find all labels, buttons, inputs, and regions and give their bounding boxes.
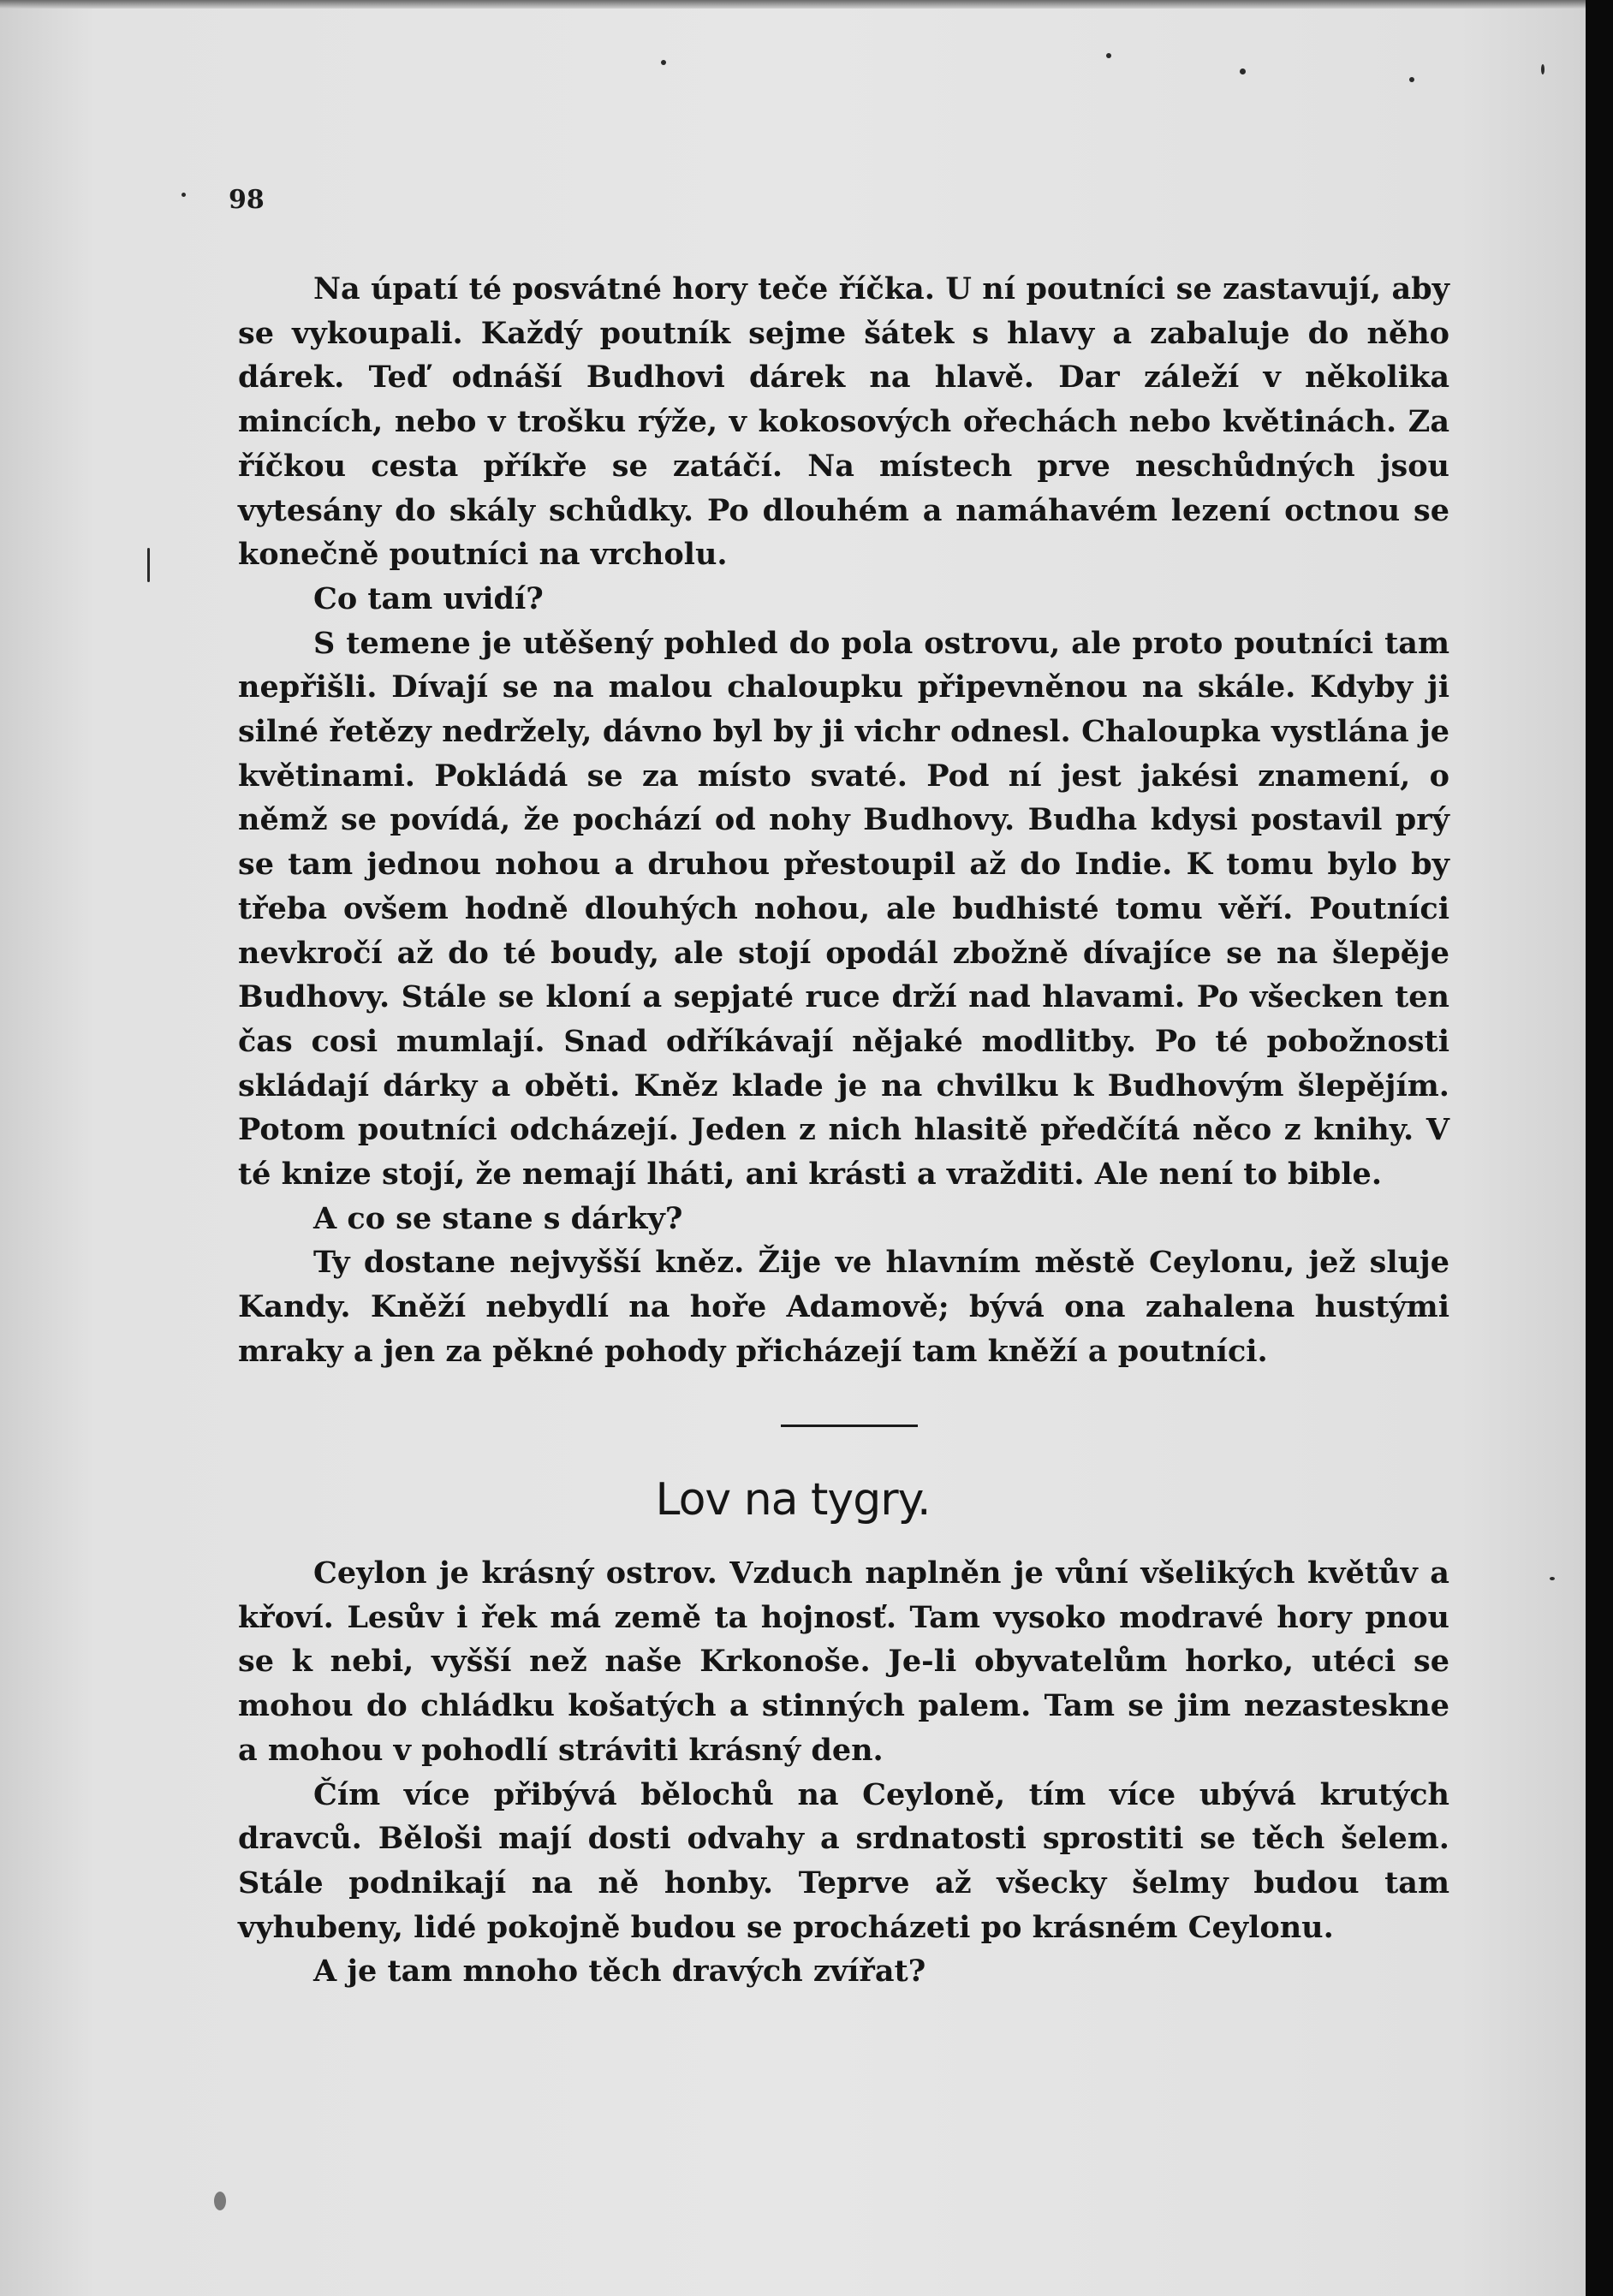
section-title: Lov na tygry. — [655, 1474, 931, 1526]
scan-speck — [1240, 68, 1246, 74]
scan-speck — [661, 60, 666, 65]
paragraph: A co se stane s dárky? — [313, 1200, 683, 1236]
paragraph: A je tam mnoho těch dravých zvířat? — [313, 1954, 926, 1990]
section-divider — [781, 1425, 918, 1427]
scan-dark-edge — [1586, 0, 1613, 2296]
paragraph: Ty dostane nejvyšší kněz. Žije ve hlavním městě Ceylonu, jež sluje Kandy. Kněží nebydlí na hoře Adamově; bývá ona zahalena hustými mraky a jen za pěkné pohody přicházejí tam kněží a poutníci. — [238, 1245, 1449, 1369]
scan-speck — [182, 193, 186, 197]
scan-speck — [1550, 1577, 1555, 1580]
scan-speck — [1106, 53, 1111, 58]
scan-speck — [147, 548, 150, 582]
paragraph: Čím více přibývá bělochů na Ceyloně, tím více ubývá krutých dravců. Běloši mají dosti odvahy a srdnatosti sprostiti se těch šelem. Stále podnikají na ně honby. Teprve až všecky šelmy budou tam vyhubeny, lidé pokojně budou se procházeti po krásném Ceylonu. — [238, 1776, 1449, 1945]
scan-speck — [1409, 77, 1414, 82]
scan-top-edge — [0, 0, 1586, 9]
section-2-body — [238, 1551, 1449, 1994]
scan-speck — [214, 2192, 226, 2210]
paragraph: Ceylon je krásný ostrov. Vzduch naplněn je vůní všelikých květův a křoví. Lesův i řek má země ta hojnosť. Tam vysoko modravé hory pnou se k nebi, vyšší než naše Krkonoše. Je-li obyvatelům horko, utéci se mohou do chládku košatých a stinných palem. Tam se jim nezasteskne a mohou v pohodlí stráviti krásný den. — [238, 1555, 1449, 1768]
scan-speck — [1541, 64, 1545, 74]
section-1-body — [238, 267, 1449, 1374]
paragraph: S temene je utěšený pohled do pola ostrovu, ale proto poutníci tam nepřišli. Dívají se na malou chaloupku připevněnou na skále. Kdyby ji silné řetězy nedržely, dávno byl by ji vichr odnesl. Chaloupka vystlána je květinami. Pokládá se za místo svaté. Pod ní jest jakési znamení, o němž se povídá, že pochází od nohy Budhovy. Budha kdysi postavil prý se tam jednou nohou a druhou přestoupil až do Indie. K tomu bylo by třeba ovšem hodně dlouhých nohou, ale budhisté tomu věří. Poutníci nevkročí až do té boudy, ale stojí opodál zbožně dívajíce se na šlepěje Budhovy. Stále se kloní a sepjaté ruce drží nad hlavami. Po všecken ten čas cosi mumlají. Snad odříkávají nějaké modlitby. Po té pobožnosti skládají dárky a oběti. Kněz klade je na chvilku k Budhovým šlepějím. Potom poutníci odcházejí. Jeden z nich hlasitě předčítá něco z knihy. V té knize stojí, že nemají lháti, ani krásti a vražditi. Ale není to bible. — [238, 625, 1449, 1193]
paragraph: Co tam uvidí? — [313, 580, 544, 616]
page-number: 98 — [229, 185, 265, 215]
paragraph: Na úpatí té posvátné hory teče říčka. U ní poutníci se zastavují, aby se vykoupali. Každý poutník sejme šátek s hlavy a zabaluje do něho dárek. Teď odnáší Budhovi dárek na hlavě. Dar záleží v několika mincích, nebo v trošku rýže, v kokosových ořechách nebo květinách. Za říčkou cesta příkře se zatáčí. Na místech prve neschůdných jsou vytesány do skály schůdky. Po dlouhém a namáhavém lezení octnou se konečně poutníci na vrcholu. — [238, 271, 1449, 573]
